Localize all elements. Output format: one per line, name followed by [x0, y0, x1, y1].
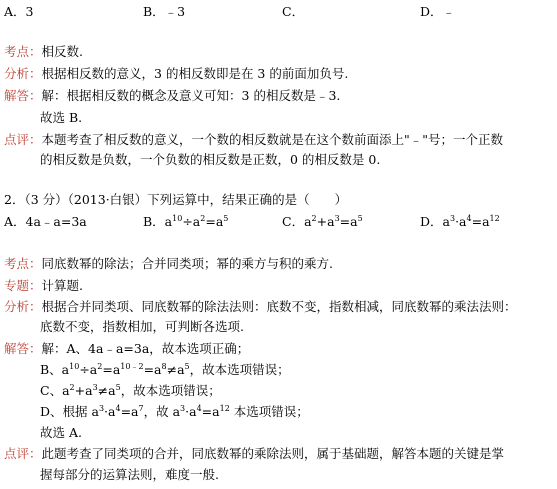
q2-stem: 2．（3 分）（2013·白银）下列运算中，结果正确的是（ ）: [4, 192, 348, 207]
kaodian-tag: 考点：: [4, 44, 42, 59]
dianping-text: 本题考查了相反数的意义，一个数的相反数就是在这个数前面添上"﹣"号；一个正数: [41, 132, 504, 147]
q1-jieda-conclusion: 故选 B.: [40, 110, 83, 125]
q2-jieda-c: C、$a^2+a^3\ne a^5$，故本选项错误；: [40, 383, 221, 398]
jieda-tag: 解答：: [4, 341, 42, 356]
jieda-text: 解：根据相反数的概念及意义可知：3 的相反数是﹣3.: [41, 88, 341, 103]
fenxi-tag: 分析：: [4, 66, 42, 81]
q2-fenxi-row: [4, 299, 517, 315]
jieda-text: 解：A、4a﹣a=3a，故本选项正确；: [41, 341, 250, 356]
q2-zhuanti-row: [4, 278, 83, 294]
q1-option-a: A．3: [4, 4, 34, 19]
q2-jieda-b: B、$a^{10}\div a^2=a^{10﹣2}=a^8\ne a^5$，故本选项错误；: [40, 362, 290, 377]
q1-dianping-row: [4, 132, 503, 148]
fenxi-tag: 分析：: [4, 299, 42, 314]
q1-fenxi-row: [4, 66, 348, 82]
dianping-tag: 点评：: [4, 446, 42, 461]
q2-dianping-cont: 握每部分的运算法则，难度一般.: [40, 467, 219, 482]
zhuanti-text: 计算题.: [41, 278, 83, 293]
q1-jieda-row: [4, 88, 340, 104]
kaodian-tag: 考点：: [4, 256, 42, 271]
q2-option-c: C．$a^2+a^3=a^5$: [282, 214, 363, 229]
fenxi-text: 根据相反数的意义，3 的相反数即是在 3 的前面加负号.: [41, 66, 349, 81]
q1-dianping-cont: 的相反数是负数，一个负数的相反数是正数，0 的相反数是 0.: [40, 152, 381, 167]
q1-option-c: C．: [282, 4, 305, 19]
kaodian-text: 相反数.: [41, 44, 83, 59]
q2-jieda-d: D、根据 $a^3\cdot a^4=a^7$，故 $a^3\cdot a^4=a^{12}$ 本选项错误；: [40, 404, 309, 419]
q1-option-d: D．﹣: [420, 4, 456, 19]
q2-kaodian-row: [4, 256, 333, 272]
fenxi-text: 根据合并同类项、同底数幂的除法法则：底数不变，指数相减，同底数幂的乘法法则：: [41, 299, 517, 314]
q2-fenxi-cont: 底数不变，指数相加，可判断各选项.: [40, 319, 244, 334]
q2-option-b: B．$a^{10}\div a^2=a^5$: [143, 214, 229, 229]
dianping-tag: 点评：: [4, 132, 42, 147]
jieda-tag: 解答：: [4, 88, 42, 103]
dianping-text: 此题考查了同类项的合并，同底数幂的乘除法则，属于基础题，解答本题的关键是掌: [41, 446, 505, 461]
zhuanti-tag: 专题：: [4, 278, 42, 293]
q1-option-b: B．﹣3: [143, 4, 186, 19]
kaodian-text: 同底数幂的除法；合并同类项；幂的乘方与积的乘方.: [41, 256, 333, 271]
q1-kaodian-row: [4, 44, 83, 60]
q2-dianping-row: [4, 446, 504, 462]
q2-option-d: D．$a^3\cdot a^4=a^{12}$: [420, 214, 500, 229]
q2-jieda-conclusion: 故选 A.: [40, 425, 82, 440]
q2-option-a: A．4a﹣a=3a: [4, 214, 87, 229]
q2-jieda-row: [4, 341, 249, 357]
